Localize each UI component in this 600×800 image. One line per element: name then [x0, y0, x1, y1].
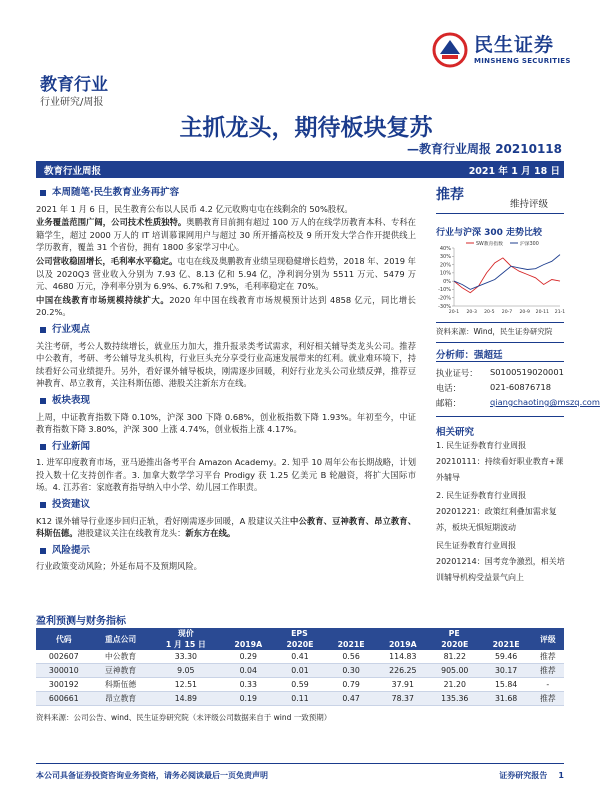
cell-pe: 114.83: [377, 650, 429, 664]
table-title: 盈利预测与财务指标: [36, 616, 126, 627]
cell-company: 昂立教育: [92, 691, 150, 705]
cell-pe: 59.46: [481, 650, 532, 664]
cell-pe: 31.68: [481, 691, 532, 705]
paragraph: 中国在线教育市场规模持续扩大。2020 年中国在线教育市场规模预计达到 4858 亿元，同比增长 20.2%。: [36, 294, 416, 318]
cell-company: 科斯伍德: [92, 678, 150, 692]
cell-pe: 30.17: [481, 664, 532, 678]
cell-company: 中公教育: [92, 650, 150, 664]
col-header: 评级: [532, 628, 564, 650]
cell-company: 豆神教育: [92, 664, 150, 678]
col-header: EPS: [222, 628, 377, 639]
rating-label: 维持评级: [510, 199, 549, 210]
section-heading: 行业新闻: [36, 441, 416, 454]
cell-rating: 推荐: [532, 664, 564, 678]
trend-chart: [436, 238, 564, 318]
table-row: [36, 691, 564, 705]
related-item[interactable]: 民生证券教育行业周报 20201214：国考竞争激烈，相关培训辅导机构受益景气向上: [436, 541, 565, 582]
cell-pe: 905.00: [429, 664, 481, 678]
cell-pe: 78.37: [377, 691, 429, 705]
table-row: [36, 664, 564, 678]
phone-label: 电话：: [436, 383, 461, 393]
y-tick-label: 30%: [439, 254, 451, 261]
cell-code: 300192: [36, 678, 92, 692]
cell-eps: 0.59: [274, 678, 325, 692]
cert-number: S0100519020001: [490, 367, 564, 377]
paragraph: 2021 年 1 月 6 日，民生教育公布以人民币 4.2 亿元收购屯屯在线剩余的 50%股权。: [36, 203, 353, 214]
cert-label: 执业证号：: [436, 368, 478, 378]
email-link[interactable]: qiangchaoting@mszq.com: [490, 397, 600, 407]
col-header: 2021E: [481, 639, 532, 650]
cell-price: 14.89: [150, 691, 223, 705]
table-row: [36, 678, 564, 692]
y-tick-label: 20%: [439, 262, 451, 269]
y-tick-label: 10%: [439, 270, 451, 277]
related-research-title: 相关研究: [436, 427, 475, 438]
section-heading: 板块表现: [36, 395, 416, 408]
logo-name-en: MINSHENG SECURITIES: [474, 57, 571, 65]
cell-rating: -: [532, 678, 564, 692]
industry-label: 教育行业: [40, 75, 108, 95]
section-heading: 风险提示: [36, 545, 416, 558]
cell-pe: 135.36: [429, 691, 481, 705]
col-header: 现价: [150, 628, 223, 639]
footer-right: [470, 770, 564, 781]
report-type: 行业研究/周报: [40, 97, 104, 108]
bullet-icon: [40, 190, 46, 196]
cell-eps: 0.33: [222, 678, 274, 692]
legend-label: SW教育指数: [476, 241, 503, 247]
cell-rating: 推荐: [532, 691, 564, 705]
section-heading: 本周随笔·民生教育业务再扩容: [36, 187, 416, 200]
col-header: 2020E: [274, 639, 325, 650]
col-header: 重点公司: [92, 628, 150, 650]
cell-eps: 0.56: [326, 650, 377, 664]
cell-eps: 0.41: [274, 650, 325, 664]
x-tick-label: 20-3: [466, 310, 477, 315]
page-number: 1: [558, 771, 564, 780]
y-tick-label: 40%: [439, 245, 451, 252]
cell-eps: 0.47: [326, 691, 377, 705]
cell-pe: 15.84: [481, 678, 532, 692]
cell-eps: 0.19: [222, 691, 274, 705]
main-body: [36, 182, 416, 574]
footer-divider: [36, 763, 564, 764]
legend-label: 沪深300: [520, 241, 539, 247]
cell-code: 300010: [36, 664, 92, 678]
bullet-icon: [40, 398, 46, 404]
cell-price: 33.30: [150, 650, 223, 664]
bullet-icon: [40, 502, 46, 508]
y-tick-label: 0%: [443, 278, 451, 285]
paragraph: 上周，中证教育指数下降 0.10%，沪深 300 下降 0.68%，创业板指数下降 1.93%。年初至今，中证教育指数下降 3.80%，沪深 300 上涨 4.74%，创业板指上涨 4.17%。: [36, 411, 416, 435]
cell-eps: 0.79: [326, 678, 377, 692]
section-heading: 投资建议: [36, 499, 416, 512]
related-item[interactable]: 1. 民生证券教育行业周报 20210111：持续看好职业教育+课外辅导: [436, 441, 564, 482]
analyst-name: 分析师：强超廷: [436, 350, 503, 361]
col-header: PE: [377, 628, 532, 639]
paragraph: 业务覆盖范围广阔，公司技术性质独特。奥鹏教育目前拥有超过 100 万人的在线学历教育本科、专科在籍学生，超过 2000 万人的 IT 培训慕课网用户与超过 30 所开播高校及 9 所开发大学合作开提供线上学历教育，覆盖 31 个省份，拥有 1800 多家学习中心。: [36, 217, 416, 253]
paragraph: 1. 进军印度教育市场，亚马逊推出备考平台 Amazon Academy。2. 知乎 10 周年公布长期战略，计划投入数十亿支持创作者。3. 加拿大数学学习平台 Prodigy 获 1.25 亿美元 B 轮融资，将扩大国际市场。4. 江苏省：家庭教育指导纳入中小学、幼儿园工作职责。: [36, 457, 416, 493]
section-heading: 行业观点: [36, 324, 416, 337]
related-item[interactable]: 2. 民生证券教育行业周报 20201221：政策红利叠加需求复苏，板块无惧短期波动: [436, 491, 557, 532]
divider: [436, 416, 564, 417]
bullet-icon: [40, 444, 46, 450]
cell-eps: 0.29: [222, 650, 274, 664]
x-tick-label: 20-5: [484, 310, 495, 315]
cell-eps: 0.01: [274, 664, 325, 678]
phone-number: 021-60876718: [490, 382, 552, 392]
email-label: 邮箱：: [436, 398, 461, 408]
cell-pe: 226.25: [377, 664, 429, 678]
bullet-icon: [40, 548, 46, 554]
cell-price: 9.05: [150, 664, 223, 678]
divider: [436, 213, 564, 214]
x-tick-label: 20-9: [519, 310, 530, 315]
minsheng-logo-icon: [432, 32, 468, 68]
forecast-table: [36, 628, 564, 706]
chart-source: 资料来源：Wind，民生证券研究院: [436, 327, 553, 336]
paragraph: 公司营收稳固增长，毛利率水平稳定。屯屯在线及奥鹏教育业绩呈现稳健增长趋势，2018 年、2019 年以及 2020Q3 营业收入分别为 7.93 亿、8.13 亿和 5.94 亿，净利润分别为 5511 万元、5479 万元、4680 万元，净利率分别为 6.9%、6.7%和 7.9%，毛利率稳定在 70%。: [36, 255, 416, 292]
x-tick-label: 20-11: [535, 310, 550, 315]
x-tick-label: 20-1: [448, 310, 460, 315]
col-header: 1 月 15 日: [150, 639, 223, 650]
x-tick-label: 20-7: [501, 310, 513, 315]
title-bar-label: 教育行业周报: [44, 166, 102, 177]
recommendation-label: 推荐: [436, 187, 464, 203]
related-research-list: [436, 438, 566, 588]
cell-code: 600661: [36, 691, 92, 705]
logo-name-cn: 民生证券: [474, 34, 555, 56]
report-date: 2021 年 1 月 18 日: [468, 166, 560, 177]
divider: [436, 322, 564, 323]
col-header: 代码: [36, 628, 92, 650]
x-tick-label: 21-1: [554, 310, 566, 315]
paragraph: K12 课外辅导行业逐步回归正轨，看好刚需逐步回暖，A 股建议关注中公教育、豆神教育、昂立教育、科斯伍德。港股建议关注在线教育龙头：新东方在线。: [36, 515, 416, 539]
col-header: 2019A: [377, 639, 429, 650]
cell-code: 002607: [36, 650, 92, 664]
cell-eps: 0.04: [222, 664, 274, 678]
cell-rating: 推荐: [532, 650, 564, 664]
y-tick-label: -30%: [438, 303, 451, 310]
table-row: [36, 650, 564, 664]
company-logo: [432, 28, 582, 72]
col-header: 2020E: [429, 639, 481, 650]
series-line-edu-index: [454, 258, 560, 293]
report-subtitle: —教育行业周报 20210118: [407, 142, 562, 156]
disclaimer-note: 本公司具备证券投资咨询业务资格，请务必阅读最后一页免责声明: [36, 771, 268, 780]
paragraph: 行业政策变动风险；外延布局不及预期风险。: [36, 561, 202, 572]
divider: [436, 361, 564, 362]
divider: [436, 342, 564, 343]
y-tick-label: -20%: [438, 295, 451, 302]
bullet-icon: [40, 327, 46, 333]
report-title: 主抓龙头，期待板块复苏: [179, 115, 433, 141]
cell-pe: 21.20: [429, 678, 481, 692]
cell-price: 12.51: [150, 678, 223, 692]
cell-eps: 0.30: [326, 664, 377, 678]
chart-title: 行业与沪深 300 走势比较: [436, 228, 543, 238]
paragraph: 关注考研，考公人数持续增长，就业压力加大，推升报录类考试需求，利好相关辅导类龙头公司。推荐中公教育，考研、考公辅导龙头机构，行业巨头充分享受行业高速发展带来的红利。就业难环境下，持续看好公司业绩提升。另外，看好课外辅导板块，刚需逐步回暖，利好行业龙头公司业绩反弹，推荐豆神教育、昂立教育，关注科斯伍德、港股关注新东方在线。: [36, 340, 416, 389]
cell-pe: 37.91: [377, 678, 429, 692]
col-header: 2021E: [326, 639, 377, 650]
table-source: 资料来源：公司公告、wind、民生证券研究院（未评级公司数据来自于 wind 一致预期）: [36, 713, 332, 722]
cell-pe: 81.22: [429, 650, 481, 664]
cell-eps: 0.11: [274, 691, 325, 705]
y-tick-label: -10%: [438, 287, 451, 294]
footer-label: 证券研究报告: [499, 771, 548, 780]
col-header: 2019A: [222, 639, 274, 650]
